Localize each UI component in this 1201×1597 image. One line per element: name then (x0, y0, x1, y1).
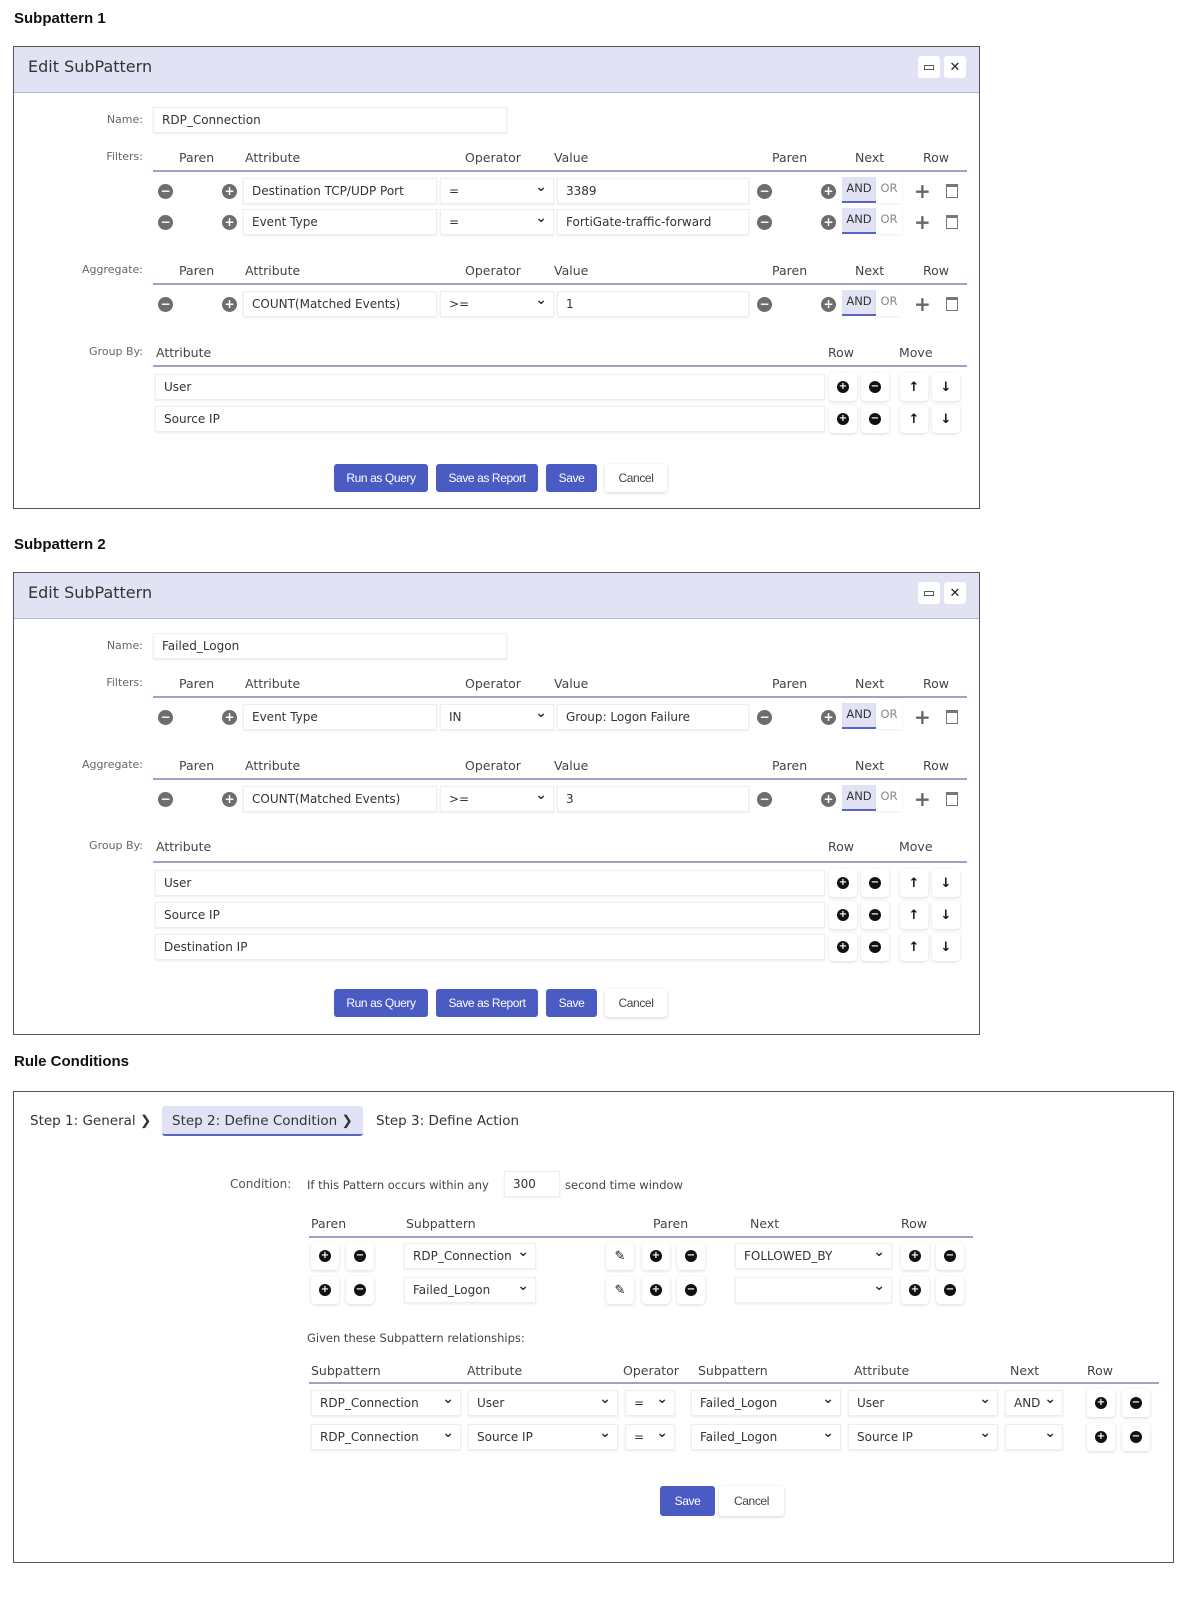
col-subpattern: Subpattern (311, 1363, 381, 1378)
move-up-button[interactable] (900, 933, 928, 961)
add-row-button[interactable] (1087, 1389, 1115, 1417)
add-row-button[interactable] (829, 373, 857, 401)
aggregate-label: Aggregate: (81, 758, 143, 771)
remove-row-button[interactable] (861, 933, 889, 961)
move-down-button[interactable] (932, 373, 960, 401)
col-paren-close: Paren (653, 1216, 689, 1231)
rel-operator-select[interactable]: = ⌄ (625, 1390, 675, 1416)
plus-circle-icon: + (1096, 1397, 1106, 1408)
relationships-label: Given these Subpattern relationships: (307, 1331, 525, 1345)
add-close-paren-icon[interactable]: + (821, 792, 836, 807)
minus-circle-icon: − (1131, 1397, 1141, 1408)
remove-open-paren-button[interactable] (346, 1276, 374, 1304)
col-row: Row (828, 839, 854, 854)
remove-row-button[interactable] (861, 869, 889, 897)
add-open-paren-icon[interactable]: + (222, 792, 237, 807)
pencil-icon: ✎ (614, 1282, 626, 1298)
run-as-query-button[interactable]: Run as Query (334, 464, 428, 492)
condition-label: Condition: (230, 1177, 292, 1191)
plus-circle-icon: + (651, 1250, 661, 1261)
col-attribute: Attribute (245, 758, 301, 773)
pencil-icon: ✎ (614, 1248, 626, 1264)
add-open-paren-button[interactable] (311, 1276, 339, 1304)
col-subpattern-2: Subpattern (698, 1363, 768, 1378)
minus-circle-icon: − (355, 1250, 365, 1261)
groupby-attribute-field[interactable]: User (155, 374, 825, 400)
remove-open-paren-icon[interactable]: − (158, 710, 173, 725)
arrow-up-icon: ↑ (908, 379, 920, 395)
plus-circle-icon: + (838, 413, 848, 424)
col-next: Next (750, 1216, 780, 1231)
minus-circle-icon: − (870, 941, 880, 952)
minus-circle-icon: − (686, 1284, 696, 1295)
plus-circle-icon: + (910, 1250, 920, 1261)
add-close-paren-icon[interactable]: + (821, 710, 836, 725)
next-or-option[interactable]: OR (876, 177, 902, 203)
remove-row-button[interactable] (936, 1276, 964, 1304)
move-down-button[interactable] (932, 869, 960, 897)
col-attribute: Attribute (245, 150, 301, 165)
arrow-down-icon: ↓ (940, 939, 952, 955)
col-row: Row (923, 263, 949, 278)
dialog-title: Edit SubPattern (28, 57, 153, 76)
arrow-down-icon: ↓ (940, 379, 952, 395)
rel-next-select[interactable]: AND ⌄ (1005, 1390, 1063, 1416)
name-input[interactable]: Failed_Logon (153, 633, 507, 659)
next-toggle[interactable] (842, 785, 902, 811)
cancel-button[interactable]: Cancel (719, 1486, 784, 1516)
col-operator: Operator (465, 758, 521, 773)
remove-close-paren-button[interactable] (677, 1242, 705, 1270)
section-title-subpattern1: Subpattern 1 (14, 10, 106, 27)
minus-circle-icon: − (870, 381, 880, 392)
save-button[interactable]: Save (546, 989, 597, 1017)
rel-subpattern2-select[interactable]: Failed_Logon ⌄ (691, 1424, 841, 1450)
add-close-paren-icon[interactable]: + (821, 184, 836, 199)
aggregate-attribute-field[interactable]: COUNT(Matched Events) (243, 786, 437, 812)
add-row-button[interactable] (1087, 1423, 1115, 1451)
remove-row-button[interactable] (936, 1242, 964, 1270)
remove-row-button[interactable] (1122, 1389, 1150, 1417)
add-row-button[interactable] (829, 933, 857, 961)
arrow-down-icon: ↓ (940, 411, 952, 427)
next-toggle[interactable] (842, 703, 902, 729)
remove-close-paren-icon[interactable]: − (757, 297, 772, 312)
next-or-option[interactable]: OR (876, 703, 902, 729)
trash-icon[interactable] (946, 710, 958, 724)
move-down-button[interactable] (932, 933, 960, 961)
filter-operator-select[interactable]: = ⌄ (440, 178, 554, 204)
arrow-up-icon: ↑ (908, 875, 920, 891)
add-row-icon[interactable]: + (914, 210, 931, 234)
col-next: Next (855, 150, 885, 165)
move-down-button[interactable] (932, 405, 960, 433)
plus-circle-icon: + (1096, 1431, 1106, 1442)
remove-open-paren-icon[interactable]: − (158, 792, 173, 807)
aggregate-value-field[interactable]: 3 (557, 786, 749, 812)
add-open-paren-button[interactable] (311, 1242, 339, 1270)
col-operator: Operator (465, 263, 521, 278)
move-up-button[interactable] (900, 869, 928, 897)
remove-close-paren-icon[interactable]: − (757, 710, 772, 725)
add-row-button[interactable] (901, 1242, 929, 1270)
next-and-option[interactable]: AND (842, 703, 876, 729)
add-row-button[interactable] (829, 405, 857, 433)
save-as-report-button[interactable]: Save as Report (436, 464, 538, 492)
groupby-attribute-field[interactable]: User (155, 870, 825, 896)
add-open-paren-icon[interactable]: + (222, 215, 237, 230)
arrow-down-icon: ↓ (940, 875, 952, 891)
col-paren-close: Paren (772, 758, 808, 773)
save-as-report-button[interactable]: Save as Report (436, 989, 538, 1017)
add-row-icon[interactable]: + (914, 179, 931, 203)
step-1-general-tab[interactable]: Step 1: General ❯ (30, 1113, 152, 1129)
plus-circle-icon: + (838, 909, 848, 920)
col-value: Value (554, 150, 589, 165)
save-button[interactable]: Save (546, 464, 597, 492)
add-row-button[interactable] (829, 901, 857, 929)
filters-label: Filters: (106, 150, 143, 163)
step-2-define-condition-tab[interactable]: Step 2: Define Condition ❯ (162, 1106, 363, 1136)
name-label: Name: (106, 113, 143, 126)
arrow-down-icon: ↓ (940, 907, 952, 923)
minus-circle-icon: − (686, 1250, 696, 1261)
plus-circle-icon: + (838, 877, 848, 888)
save-button[interactable]: Save (660, 1486, 715, 1516)
window-maximize-icon[interactable]: ▭ (918, 56, 940, 78)
add-open-paren-icon[interactable]: + (222, 710, 237, 725)
filters-label: Filters: (106, 676, 143, 689)
col-row: Row (923, 150, 949, 165)
filter-value-field[interactable]: FortiGate-traffic-forward (557, 209, 749, 235)
name-input[interactable]: RDP_Connection (153, 107, 507, 133)
rel-subpattern-select[interactable]: RDP_Connection ⌄ (311, 1424, 461, 1450)
next-and-option[interactable]: AND (842, 208, 876, 234)
plus-circle-icon: + (320, 1250, 330, 1261)
col-paren-close: Paren (772, 150, 808, 165)
remove-row-button[interactable] (861, 405, 889, 433)
section-title-rule-conditions: Rule Conditions (14, 1053, 129, 1070)
col-paren: Paren (179, 758, 215, 773)
add-close-paren-button[interactable] (642, 1242, 670, 1270)
col-paren: Paren (179, 676, 215, 691)
name-label: Name: (106, 639, 143, 652)
col-row: Row (1087, 1363, 1113, 1378)
groupby-attribute-field[interactable]: Source IP (155, 902, 825, 928)
col-attribute-2: Attribute (854, 1363, 910, 1378)
col-paren: Paren (179, 263, 215, 278)
add-row-button[interactable] (829, 869, 857, 897)
next-toggle[interactable] (842, 290, 902, 316)
col-next: Next (1010, 1363, 1040, 1378)
filter-attribute-field[interactable]: Event Type (243, 209, 437, 235)
filter-attribute-field[interactable]: Event Type (243, 704, 437, 730)
aggregate-attribute-field[interactable]: COUNT(Matched Events) (243, 291, 437, 317)
arrow-up-icon: ↑ (908, 907, 920, 923)
col-operator: Operator (623, 1363, 679, 1378)
add-close-paren-icon[interactable]: + (821, 297, 836, 312)
plus-circle-icon: + (838, 941, 848, 952)
subpattern-select[interactable]: RDP_Connection ⌄ (404, 1243, 536, 1269)
rel-next-select[interactable] (1005, 1424, 1063, 1450)
add-row-icon[interactable]: + (914, 292, 931, 316)
remove-close-paren-icon[interactable]: − (757, 184, 772, 199)
cancel-button[interactable]: Cancel (605, 464, 667, 492)
col-operator: Operator (465, 676, 521, 691)
rule-conditions-panel (13, 1091, 1174, 1563)
edit-subpattern-button[interactable] (606, 1276, 634, 1304)
condition-suffix-text: second time window (565, 1178, 683, 1192)
minus-circle-icon: − (870, 413, 880, 424)
col-move: Move (899, 839, 933, 854)
col-next: Next (855, 758, 885, 773)
groupby-attribute-field[interactable]: Source IP (155, 406, 825, 432)
arrow-up-icon: ↑ (908, 411, 920, 427)
groupby-attribute-field[interactable]: Destination IP (155, 934, 825, 960)
add-row-button[interactable] (901, 1276, 929, 1304)
col-attribute: Attribute (467, 1363, 523, 1378)
col-value: Value (554, 758, 589, 773)
groupby-label: Group By: (89, 345, 143, 358)
rel-subpattern2-select[interactable]: Failed_Logon ⌄ (691, 1390, 841, 1416)
arrow-up-icon: ↑ (908, 939, 920, 955)
aggregate-value-field[interactable]: 1 (557, 291, 749, 317)
cancel-button[interactable]: Cancel (605, 989, 667, 1017)
rel-attribute-select[interactable]: Source IP ⌄ (468, 1424, 618, 1450)
filter-value-field[interactable]: Group: Logon Failure (557, 704, 749, 730)
minus-circle-icon: − (1131, 1431, 1141, 1442)
time-window-input[interactable]: 300 (504, 1171, 560, 1197)
edit-subpattern-dialog-1 (13, 46, 980, 509)
col-paren-close: Paren (772, 676, 808, 691)
col-operator: Operator (465, 150, 521, 165)
next-and-option[interactable]: AND (842, 785, 876, 811)
add-close-paren-button[interactable] (642, 1276, 670, 1304)
plus-circle-icon: + (910, 1284, 920, 1295)
col-attribute: Attribute (156, 839, 212, 854)
col-row: Row (923, 758, 949, 773)
move-up-button[interactable] (900, 405, 928, 433)
rel-attribute2-select[interactable]: Source IP ⌄ (848, 1424, 998, 1450)
add-open-paren-icon[interactable]: + (222, 184, 237, 199)
trash-icon[interactable] (946, 297, 958, 311)
col-paren: Paren (311, 1216, 347, 1231)
plus-circle-icon: + (838, 381, 848, 392)
add-row-icon[interactable]: + (914, 705, 931, 729)
col-move: Move (899, 345, 933, 360)
subpattern-select[interactable]: Failed_Logon ⌄ (404, 1277, 536, 1303)
window-maximize-icon[interactable]: ▭ (918, 582, 940, 604)
trash-icon[interactable] (946, 792, 958, 806)
remove-row-button[interactable] (1122, 1423, 1150, 1451)
filter-attribute-field[interactable]: Destination TCP/UDP Port (243, 178, 437, 204)
col-subpattern: Subpattern (406, 1216, 476, 1231)
trash-icon[interactable] (946, 184, 958, 198)
close-icon[interactable]: ✕ (944, 56, 966, 78)
next-select[interactable]: FOLLOWED_BY ⌄ (735, 1243, 892, 1269)
filter-operator-select[interactable]: = ⌄ (440, 209, 554, 235)
dialog-header (14, 573, 979, 619)
rel-attribute2-select[interactable]: User ⌄ (848, 1390, 998, 1416)
aggregate-operator-select[interactable]: >= ⌄ (440, 291, 554, 317)
plus-circle-icon: + (651, 1284, 661, 1295)
col-value: Value (554, 263, 589, 278)
remove-close-paren-icon[interactable]: − (757, 792, 772, 807)
col-attribute: Attribute (245, 263, 301, 278)
add-close-paren-icon[interactable]: + (821, 215, 836, 230)
minus-circle-icon: − (945, 1284, 955, 1295)
minus-circle-icon: − (355, 1284, 365, 1295)
edit-subpattern-dialog-2 (13, 572, 980, 1035)
move-up-button[interactable] (900, 373, 928, 401)
plus-circle-icon: + (320, 1284, 330, 1295)
groupby-label: Group By: (89, 839, 143, 852)
add-open-paren-icon[interactable]: + (222, 297, 237, 312)
trash-icon[interactable] (946, 215, 958, 229)
remove-open-paren-icon[interactable]: − (158, 184, 173, 199)
remove-open-paren-icon[interactable]: − (158, 215, 173, 230)
next-or-option[interactable]: OR (876, 208, 902, 234)
dialog-title: Edit SubPattern (28, 583, 153, 602)
col-attribute: Attribute (156, 345, 212, 360)
add-row-icon[interactable]: + (914, 787, 931, 811)
remove-open-paren-icon[interactable]: − (158, 297, 173, 312)
next-and-option[interactable]: AND (842, 290, 876, 316)
move-down-button[interactable] (932, 901, 960, 929)
minus-circle-icon: − (870, 909, 880, 920)
col-row: Row (901, 1216, 927, 1231)
next-or-option[interactable]: OR (876, 785, 902, 811)
col-next: Next (855, 263, 885, 278)
rel-subpattern-select[interactable]: RDP_Connection ⌄ (311, 1390, 461, 1416)
close-icon[interactable]: ✕ (944, 582, 966, 604)
col-value: Value (554, 676, 589, 691)
col-next: Next (855, 676, 885, 691)
edit-subpattern-button[interactable] (606, 1242, 634, 1270)
col-paren: Paren (179, 150, 215, 165)
condition-prefix-text: If this Pattern occurs within any (307, 1178, 489, 1192)
remove-open-paren-button[interactable] (346, 1242, 374, 1270)
col-attribute: Attribute (245, 676, 301, 691)
step-3-define-action-tab[interactable]: Step 3: Define Action (376, 1113, 520, 1129)
aggregate-label: Aggregate: (81, 263, 143, 276)
next-or-option[interactable]: OR (876, 290, 902, 316)
rel-attribute-select[interactable]: User ⌄ (468, 1390, 618, 1416)
remove-row-button[interactable] (861, 901, 889, 929)
filter-value-field[interactable]: 3389 (557, 178, 749, 204)
filter-operator-select[interactable]: IN ⌄ (440, 704, 554, 730)
section-title-subpattern2: Subpattern 2 (14, 536, 106, 553)
remove-row-button[interactable] (861, 373, 889, 401)
remove-close-paren-icon[interactable]: − (757, 215, 772, 230)
next-select[interactable] (735, 1277, 892, 1303)
col-paren-close: Paren (772, 263, 808, 278)
next-toggle[interactable] (842, 208, 902, 234)
remove-close-paren-button[interactable] (677, 1276, 705, 1304)
next-and-option[interactable]: AND (842, 177, 876, 203)
minus-circle-icon: − (870, 877, 880, 888)
dialog-header (14, 47, 979, 93)
move-up-button[interactable] (900, 901, 928, 929)
next-toggle[interactable] (842, 177, 902, 203)
run-as-query-button[interactable]: Run as Query (334, 989, 428, 1017)
minus-circle-icon: − (945, 1250, 955, 1261)
col-row: Row (828, 345, 854, 360)
col-row: Row (923, 676, 949, 691)
rel-operator-select[interactable]: = ⌄ (625, 1424, 675, 1450)
aggregate-operator-select[interactable]: >= ⌄ (440, 786, 554, 812)
